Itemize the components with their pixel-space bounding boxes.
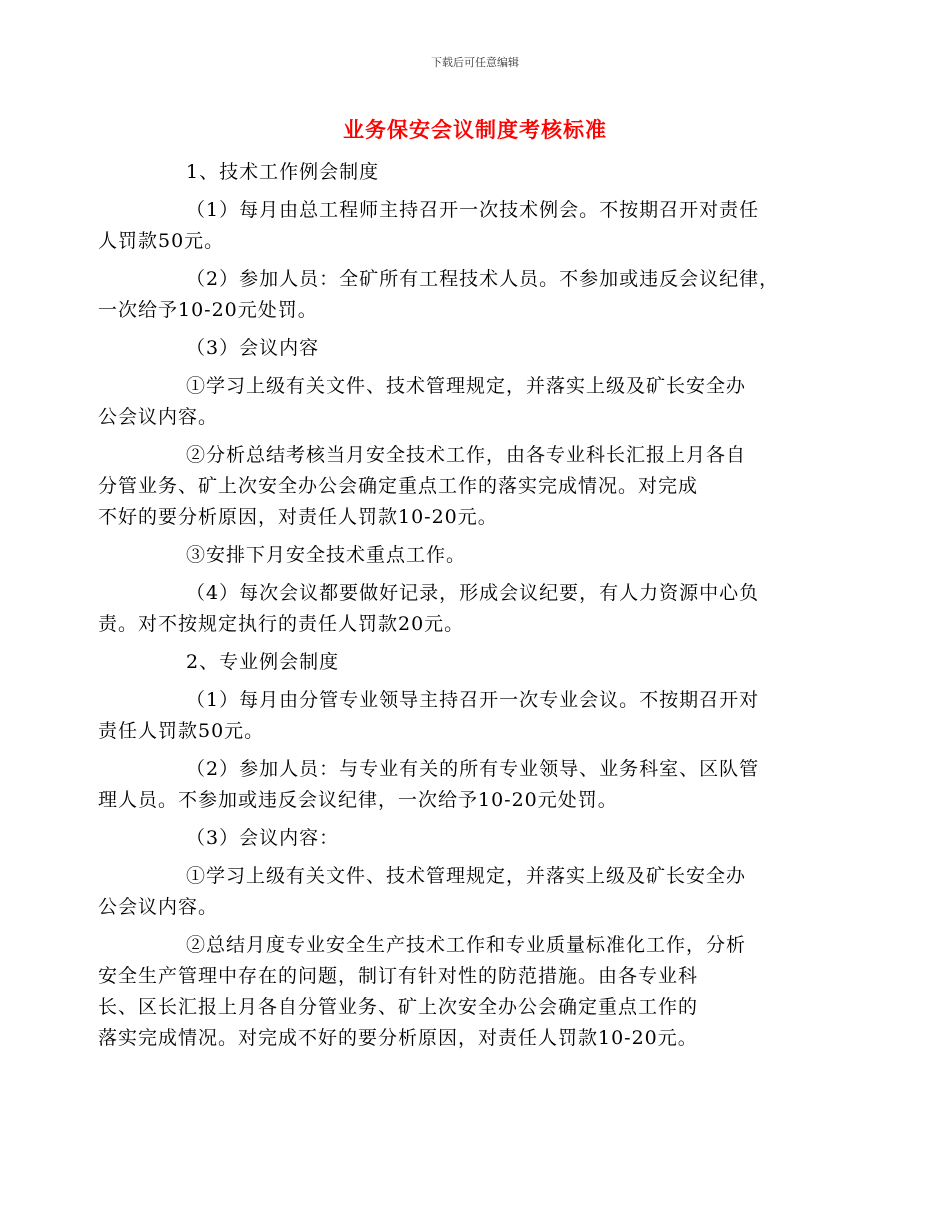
paragraph-line: 2、专业例会制度 [186, 651, 340, 673]
document-title: 业务保安会议制度考核标准 [343, 118, 607, 142]
paragraph-line: （2）参加人员：全矿所有工程技术人员。不参加或违反会议纪律， [186, 268, 780, 290]
paragraph-line: 1、技术工作例会制度 [186, 161, 380, 183]
paragraph-line: ②总结月度专业安全生产技术工作和专业质量标准化工作，分析 [186, 934, 747, 956]
paragraph [98, 371, 810, 433]
paragraph-line: ③安排下月安全技术重点工作。 [186, 544, 467, 566]
paragraph [98, 930, 810, 1054]
paragraph [98, 685, 810, 747]
paragraph-line: ①学习上级有关文件、技术管理规定，并落实上级及矿长安全办 [186, 865, 747, 887]
paragraph-line: （2）参加人员：与专业有关的所有专业领导、业务科室、区队管 [186, 758, 760, 780]
paragraph [142, 647, 810, 678]
paragraph-line: ①学习上级有关文件、技术管理规定，并落实上级及矿长安全办 [186, 375, 747, 397]
paragraph [98, 195, 810, 257]
paragraph [142, 333, 810, 364]
paragraph-line: 责任人罚款50元。 [98, 720, 265, 742]
paragraph-line: （1）每月由分管专业领导主持召开一次专业会议。不按期召开对 [186, 689, 760, 711]
paragraph-line: （3）会议内容 [186, 337, 320, 359]
paragraph-line: 安全生产管理中存在的问题，制订有针对性的防范措施。由各专业科 [98, 965, 699, 987]
paragraph-line: （1）每月由总工程师主持召开一次技术例会。不按期召开对责任 [186, 199, 760, 221]
paragraph [98, 861, 810, 923]
paragraph [98, 264, 810, 326]
paragraph [98, 440, 810, 533]
paragraph-line: 落实完成情况。对完成不好的要分析原因，对责任人罚款10-20元。 [98, 1027, 698, 1049]
paragraph-line: （3）会议内容： [186, 827, 340, 849]
paragraph-line: 一次给予10-20元处罚。 [98, 299, 318, 321]
paragraph [98, 754, 810, 816]
paragraph [142, 540, 810, 571]
paragraph-line: 长、区长汇报上月各自分管业务、矿上次安全办公会确定重点工作的 [98, 996, 699, 1018]
paragraph-line: 公会议内容。 [98, 406, 219, 428]
paragraph [142, 823, 810, 854]
paragraph-line: 不好的要分析原因，对责任人罚款10-20元。 [98, 506, 498, 528]
document-body [98, 157, 810, 1061]
paragraph-line: 理人员。不参加或违反会议纪律，一次给予10-20元处罚。 [98, 789, 618, 811]
paragraph [98, 578, 810, 640]
paragraph [142, 157, 810, 188]
paragraph-line: （4）每次会议都要做好记录，形成会议纪要，有人力资源中心负 [186, 582, 760, 604]
paragraph-line: 责。对不按规定执行的责任人罚款20元。 [98, 613, 465, 635]
paragraph-line: 公会议内容。 [98, 896, 219, 918]
paragraph-line: ②分析总结考核当月安全技术工作，由各专业科长汇报上月各自 [186, 444, 747, 466]
paragraph-line: 人罚款50元。 [98, 230, 225, 252]
page-header-note: 下载后可任意编辑 [431, 56, 519, 69]
paragraph-line: 分管业务、矿上次安全办公会确定重点工作的落实完成情况。对完成 [98, 475, 699, 497]
